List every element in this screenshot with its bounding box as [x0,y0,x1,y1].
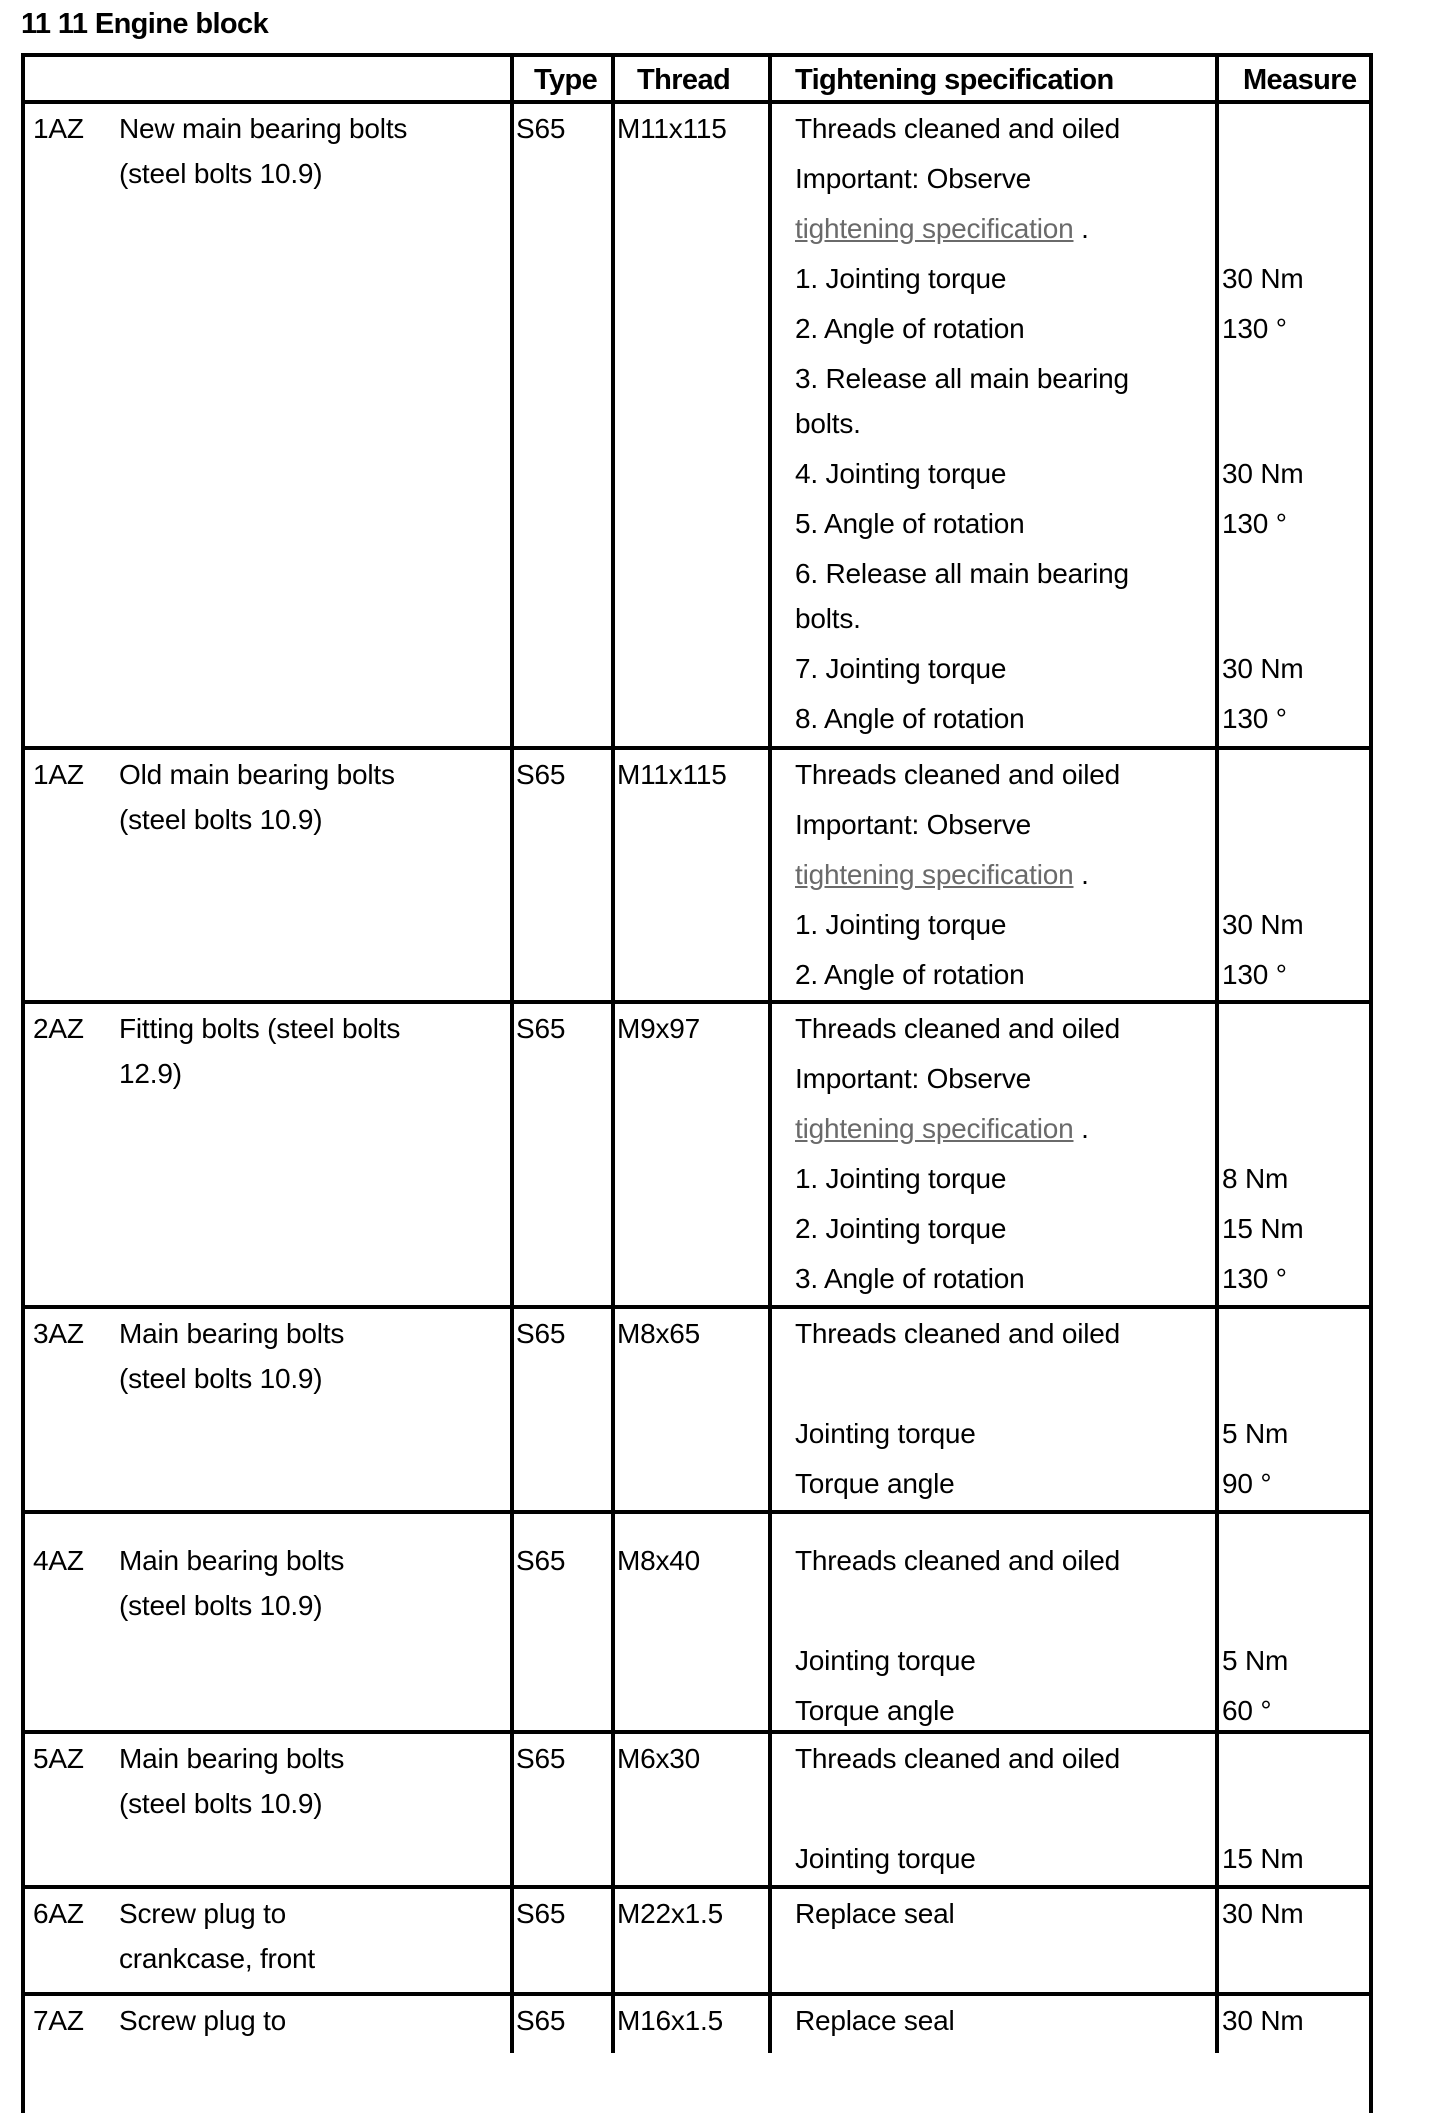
spec-line [795,551,1215,641]
spec-line: Important: Observe [795,809,1032,840]
measure-value: 30 Nm [1222,2005,1304,2036]
description-line: New main bearing bolts [119,113,408,144]
spec-line-text: 3. Release all main bearing [795,363,1129,394]
measure-value [1222,551,1372,646]
item-thread: M11x115 [617,759,727,790]
item-code: 1AZ [33,113,84,144]
measure-value [1222,1006,1372,1056]
measure-value [1222,802,1372,852]
description-line: (steel bolts 10.9) [119,1363,323,1394]
spec-line [795,1106,1215,1156]
measure-value: 5 Nm [1222,1418,1289,1449]
item-code: 4AZ [33,1545,84,1576]
item-description [119,1736,344,1826]
measure-value [1222,1106,1372,1156]
measure-value: 15 Nm [1222,1213,1304,1244]
spec-line: 4. Jointing torque [795,458,1007,489]
item-description [119,1538,344,1628]
item-type: S65 [516,1013,566,1044]
spec-line-text: bolts. [795,408,861,439]
tightening-spec [795,1736,1215,1886]
measure-value [1222,356,1372,451]
measure-value: 30 Nm [1222,458,1304,489]
item-description [119,1311,344,1401]
measure-value: 130 ° [1222,508,1287,539]
description-line: Main bearing bolts [119,1318,345,1349]
item-thread: M11x115 [617,113,727,144]
measure-value: 8 Nm [1222,1163,1289,1194]
spec-line: 1. Jointing torque [795,263,1007,294]
measure-value: 130 ° [1222,1263,1287,1294]
spec-line-suffix: . [1073,1113,1089,1144]
measure-value: 90 ° [1222,1468,1272,1499]
measure-value: 130 ° [1222,959,1287,990]
tightening-spec [795,1006,1215,1306]
description-line: Main bearing bolts [119,1545,345,1576]
spec-line: Threads cleaned and oiled [795,1743,1121,1774]
measure-value [1222,1056,1372,1106]
spec-line [795,1786,1215,1836]
item-thread: M8x40 [617,1545,701,1576]
item-type: S65 [516,113,566,144]
item-description [119,1998,286,2043]
measure-value [1222,852,1372,902]
row-divider [21,100,1373,104]
measure-values [1222,1998,1372,2048]
item-type: S65 [516,2005,566,2036]
description-line: (steel bolts 10.9) [119,1590,323,1621]
spec-line: 1. Jointing torque [795,1163,1007,1194]
description-line: 12.9) [119,1058,182,1089]
column-divider-type [510,53,514,2053]
measure-value [1222,1736,1372,1786]
item-thread: M8x65 [617,1318,701,1349]
measure-value [1222,752,1372,802]
spec-line: Threads cleaned and oiled [795,759,1121,790]
spec-line: Threads cleaned and oiled [795,1545,1121,1576]
measure-value: 130 ° [1222,313,1287,344]
measure-values [1222,1891,1372,1941]
item-description [119,1006,400,1096]
spec-line: Replace seal [795,1898,955,1929]
item-code: 1AZ [33,759,84,790]
spec-line: 7. Jointing torque [795,653,1007,684]
measure-value: 30 Nm [1222,263,1304,294]
spec-line: Important: Observe [795,163,1032,194]
item-thread: M22x1.5 [617,1898,723,1929]
spec-line [795,356,1215,446]
spec-line [795,852,1215,902]
tightening-spec [795,1891,1215,1941]
spec-line: Jointing torque [795,1645,976,1676]
measure-value [1222,1311,1372,1361]
spec-line: Replace seal [795,2005,955,2036]
measure-value: 15 Nm [1222,1843,1304,1874]
item-thread: M6x30 [617,1743,701,1774]
measure-value: 130 ° [1222,703,1287,734]
spec-line: Threads cleaned and oiled [795,1013,1121,1044]
section-title: 11 11 Engine block [21,8,269,40]
description-line: Fitting bolts (steel bolts [119,1013,401,1044]
measure-values [1222,1736,1372,1886]
item-type: S65 [516,1545,566,1576]
spec-line: 5. Angle of rotation [795,508,1025,539]
spec-line: 3. Angle of rotation [795,1263,1025,1294]
measure-values [1222,1538,1372,1738]
description-line: (steel bolts 10.9) [119,1788,323,1819]
item-thread: M9x97 [617,1013,701,1044]
measure-values [1222,752,1372,1002]
measure-value [1222,1786,1372,1836]
item-type: S65 [516,1318,566,1349]
header-tightening-specification: Tightening specification [795,64,1114,96]
item-type: S65 [516,1898,566,1929]
spec-line: Important: Observe [795,1063,1032,1094]
item-thread: M16x1.5 [617,2005,723,2036]
column-divider-measure [1215,53,1219,2053]
item-code: 3AZ [33,1318,84,1349]
tightening-spec [795,752,1215,1002]
tightening-spec [795,1538,1215,1738]
measure-value [1222,1361,1372,1411]
spec-line: 2. Angle of rotation [795,959,1025,990]
spec-line [795,1361,1215,1411]
item-code: 6AZ [33,1898,84,1929]
measure-value [1222,1588,1372,1638]
tightening-spec [795,1998,1215,2048]
item-code: 2AZ [33,1013,84,1044]
spec-line: 2. Jointing torque [795,1213,1007,1244]
spec-line: 1. Jointing torque [795,909,1007,940]
measure-value [1222,206,1372,256]
tightening-specification-link[interactable]: tightening specification [795,859,1074,890]
spec-line-suffix: . [1073,213,1089,244]
spec-line [795,1588,1215,1638]
row-divider [21,746,1373,750]
measure-values [1222,1006,1372,1306]
spec-line: Torque angle [795,1468,955,1499]
description-line: Old main bearing bolts [119,759,395,790]
description-line: (steel bolts 10.9) [119,804,323,835]
header-type: Type [534,64,598,96]
spec-line: Jointing torque [795,1843,976,1874]
item-type: S65 [516,1743,566,1774]
description-line: Screw plug to [119,2005,287,2036]
item-description [119,106,407,196]
tightening-specification-link[interactable]: tightening specification [795,213,1074,244]
description-line: (steel bolts 10.9) [119,158,323,189]
description-line: crankcase, front [119,1943,315,1974]
description-line: Main bearing bolts [119,1743,345,1774]
spec-line [795,206,1215,256]
measure-values [1222,1311,1372,1511]
tightening-specification-link[interactable]: tightening specification [795,1113,1074,1144]
spec-line-suffix: . [1073,859,1089,890]
spec-line: 2. Angle of rotation [795,313,1025,344]
description-line: Screw plug to [119,1898,287,1929]
item-type: S65 [516,759,566,790]
measure-value: 60 ° [1222,1695,1272,1726]
measure-value [1222,106,1372,156]
spec-line-text: 6. Release all main bearing [795,558,1129,589]
spec-line: Threads cleaned and oiled [795,113,1121,144]
measure-value: 30 Nm [1222,653,1304,684]
measure-value [1222,156,1372,206]
spec-line: Jointing torque [795,1418,976,1449]
tightening-spec [795,1311,1215,1511]
measure-value [1222,1538,1372,1588]
header-thread: Thread [637,64,731,96]
item-description [119,1891,315,1981]
column-divider-thread [611,53,615,2053]
measure-value: 5 Nm [1222,1645,1289,1676]
row-divider [21,1992,1373,1996]
item-code: 7AZ [33,2005,84,2036]
measure-values [1222,106,1372,746]
spec-line-text: bolts. [795,603,861,634]
spec-line: Threads cleaned and oiled [795,1318,1121,1349]
measure-value: 30 Nm [1222,1898,1304,1929]
header-measure: Measure [1243,64,1357,96]
tightening-spec [795,106,1215,746]
measure-value: 30 Nm [1222,909,1304,940]
spec-line: Torque angle [795,1695,955,1726]
item-description [119,752,395,842]
spec-line: 8. Angle of rotation [795,703,1025,734]
column-divider-spec [768,53,772,2053]
item-code: 5AZ [33,1743,84,1774]
